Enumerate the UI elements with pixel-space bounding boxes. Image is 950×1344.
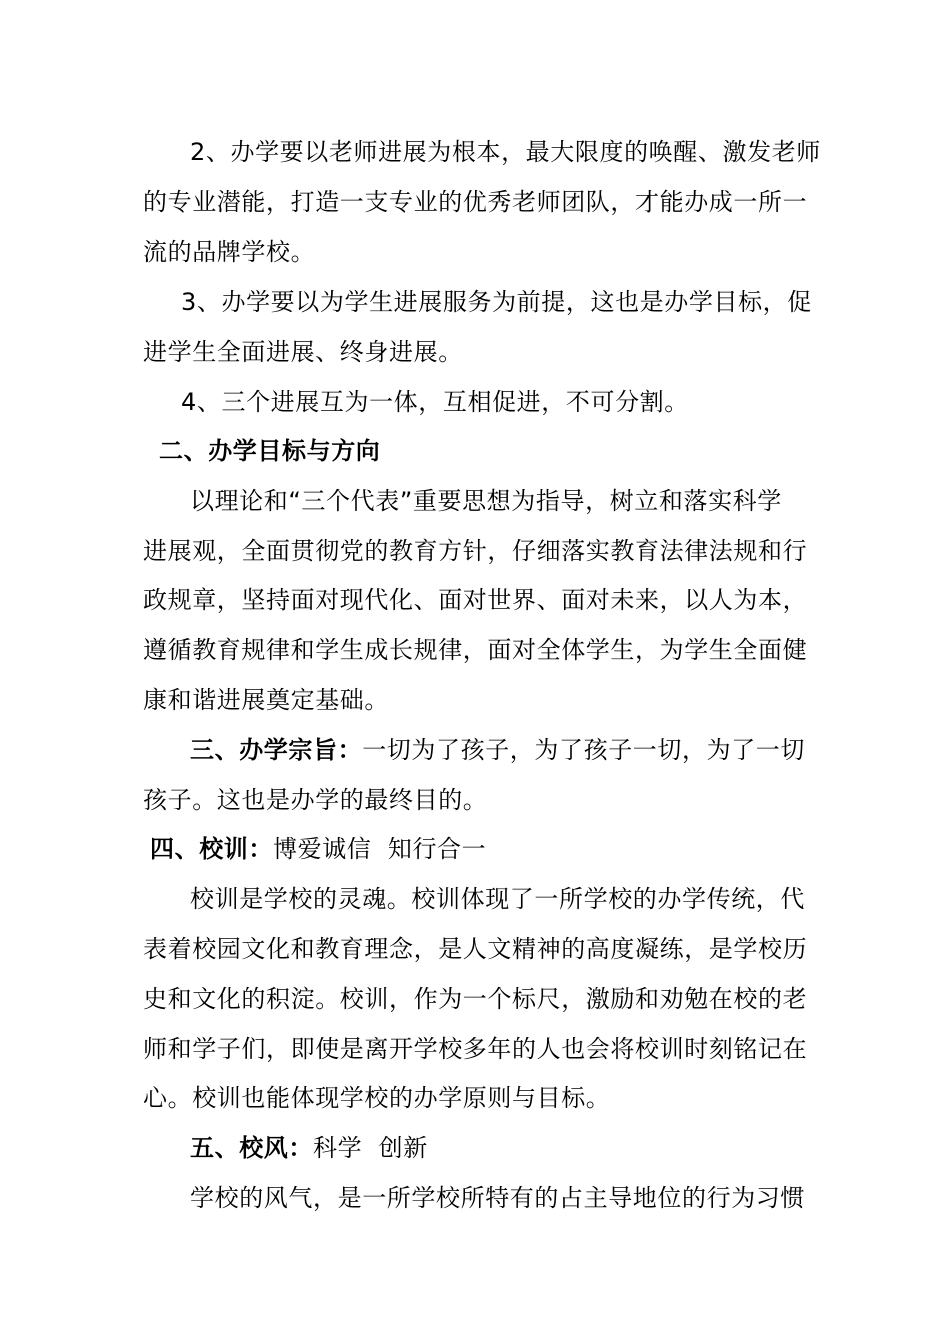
section-3-text: 一切为了孩子，为了孩子一切，为了一切 — [362, 736, 806, 764]
section-4-paragraph-line-1: 校训是学校的灵魂。校训体现了一所学校的办学传统，代 — [190, 885, 805, 913]
section-2-heading: 二、办学目标与方向 — [159, 437, 381, 465]
item-3-line-1: 3、办学要以为学生进展服务为前提，这也是办学目标，促 — [181, 288, 812, 316]
section-3-line-1 — [190, 734, 805, 766]
section-2-paragraph-line-1: 以理论和“三个代表”重要思想为指导，树立和落实科学 — [190, 487, 782, 515]
section-4-heading: 四、校训： — [150, 835, 273, 863]
item-4-line-1: 4、三个进展互为一体，互相促进，不可分割。 — [181, 388, 689, 416]
section-2-paragraph-line-5: 康和谐进展奠定基础。 — [143, 686, 389, 714]
section-4-paragraph-line-5: 心。校训也能体现学校的办学原则与目标。 — [143, 1084, 611, 1112]
section-5-heading: 五、校风： — [190, 1134, 313, 1162]
section-5-heading-line — [190, 1132, 428, 1164]
section-2-paragraph-line-2: 进展观，全面贯彻党的教育方针，仔细落实教育法律法规和行 — [143, 537, 808, 565]
item-2-line-1: 2、办学要以老师进展为根本，最大限度的唤醒、激发老师 — [190, 138, 821, 166]
section-2-paragraph-line-3: 政规章，坚持面对现代化、面对世界、面对未来，以人为本， — [143, 586, 808, 614]
section-3-line-2: 孩子。这也是办学的最终目的。 — [143, 786, 488, 814]
section-4-paragraph-line-4: 师和学子们，即使是离开学校多年的人也会将校训时刻铭记在 — [143, 1035, 808, 1063]
section-4-heading-line — [150, 833, 486, 865]
section-5-style: 科学 创新 — [313, 1134, 428, 1162]
section-5-paragraph-line-1: 学校的风气，是一所学校所特有的占主导地位的行为习惯 — [190, 1184, 805, 1212]
item-2-line-2: 的专业潜能，打造一支专业的优秀老师团队，才能办成一所一 — [143, 188, 808, 216]
section-4-motto: 博爱诚信 知行合一 — [273, 835, 487, 863]
section-4-paragraph-line-3: 史和文化的积淀。校训，作为一个标尺，激励和劝勉在校的老 — [143, 985, 808, 1013]
item-2-line-3: 流的品牌学校。 — [143, 238, 316, 266]
section-4-paragraph-line-2: 表着校园文化和教育理念，是人文精神的高度凝练，是学校历 — [143, 935, 808, 963]
item-3-line-2: 进学生全面进展、终身进展。 — [143, 338, 463, 366]
section-2-paragraph-line-4: 遵循教育规律和学生成长规律，面对全体学生，为学生全面健 — [143, 636, 808, 664]
section-3-heading: 三、办学宗旨： — [190, 736, 363, 764]
